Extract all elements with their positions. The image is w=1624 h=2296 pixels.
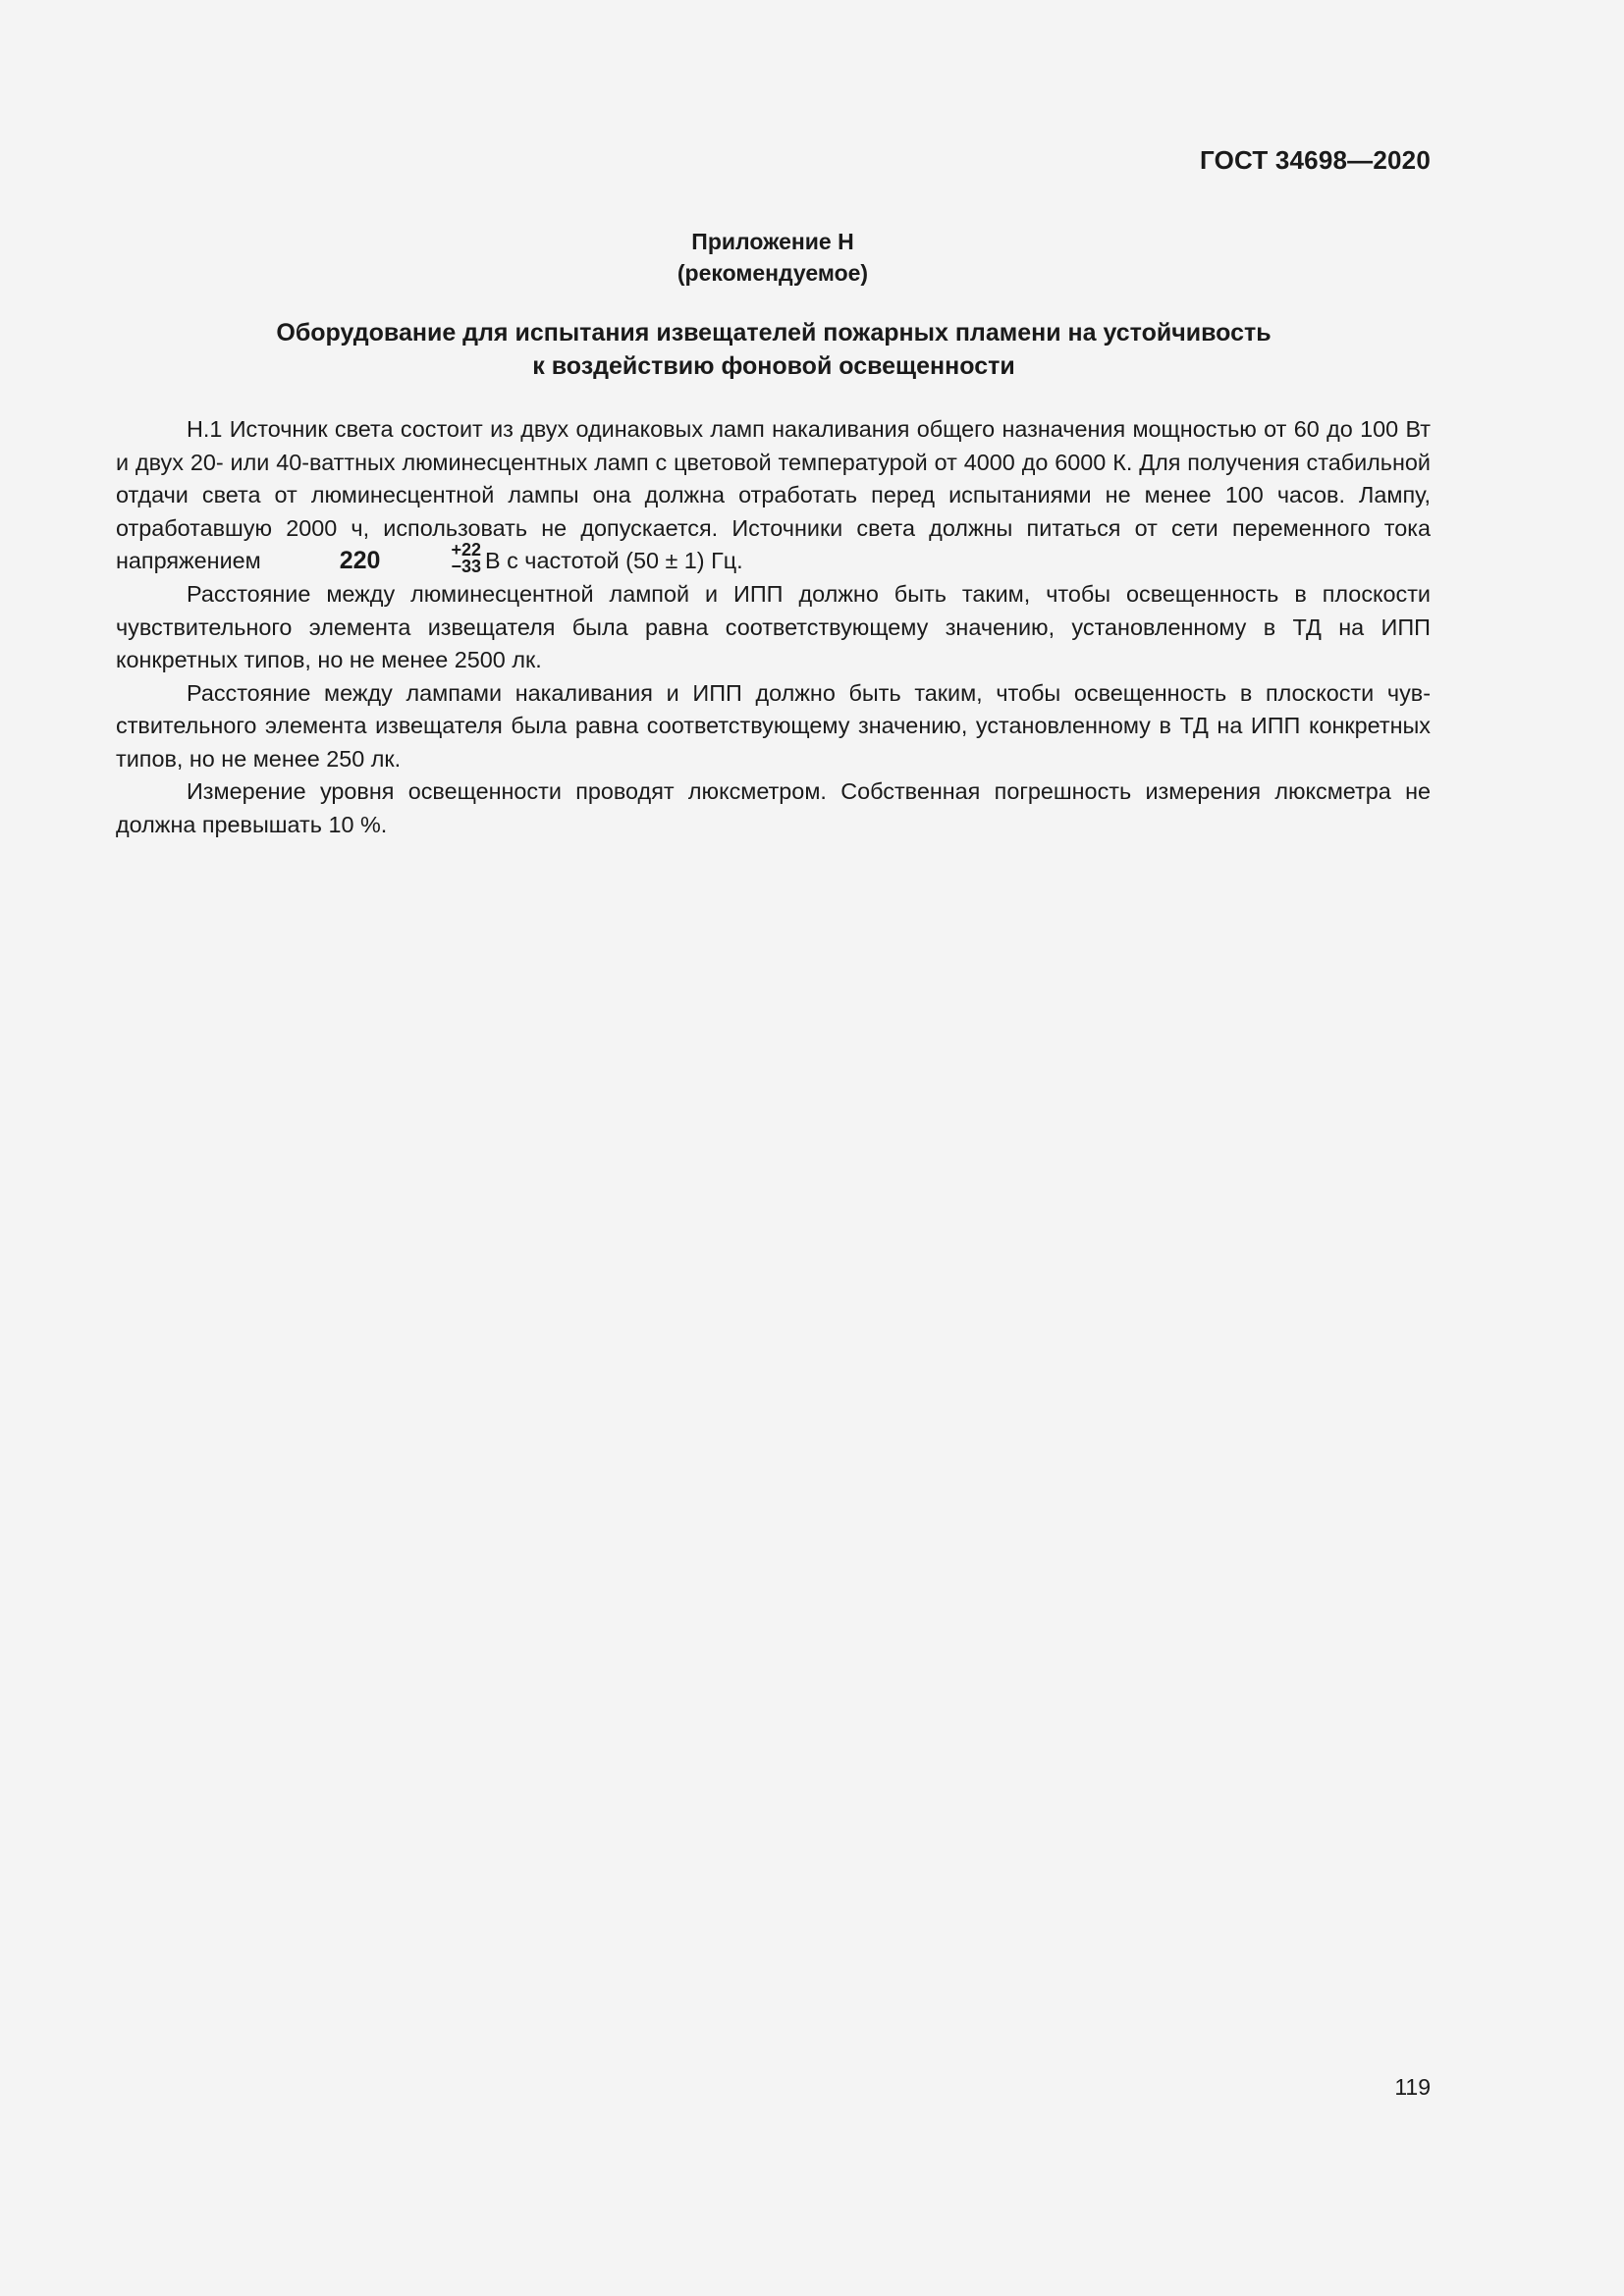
document-standard-header: ГОСТ 34698—2020 xyxy=(1200,145,1431,175)
paragraph-incandescent-distance: Расстояние между лампами накаливания и ИПП должно быть таким, чтобы освещенность в плоскости чувствительного элемента извещателя была равна соответствующему значению, установленному в ТД на ИПП конкретных типов, но не менее 250 лк. xyxy=(116,679,1431,772)
appendix-heading xyxy=(0,226,1545,289)
page-number: 119 xyxy=(1394,2074,1431,2100)
paragraph-h1-text: Н.1 Источник света состоит из двух одинаковых ламп накаливания общего назначения мощностью от 60 до 100 Вт и двух 20- или 40-ваттных люминесцентных ламп с цветовой температурой от 4000 до 6000 К. Для получения стабильной отдачи света от люминесцентной лампы она должна отработать перед испытаниями не менее 100 часов. Лампу, отработавшую 2000 ч, использовать не допускается. Источники света должны питаться от сети переменного тока напряжением xyxy=(116,416,1431,573)
voltage-tolerance-minus: −33 xyxy=(451,557,481,577)
section-title xyxy=(116,316,1432,383)
body-text xyxy=(116,413,1431,841)
paragraph-h1-text-after: В с частотой (50 ± 1) Гц. xyxy=(485,548,743,573)
section-title-line-2: к воздействию фоновой освещенности xyxy=(532,352,1015,380)
paragraph-fluorescent-distance: Расстояние между люминесцентной лампой и ИПП должно быть таким, чтобы освещенность в плоскости чувствительного элемента извещателя была равна соответствующему значению, установленному в ТД на ИПП конкретных типов, но не менее 2500 лк. xyxy=(116,581,1431,673)
voltage-tolerance xyxy=(380,542,481,575)
paragraph-luxmeter: Измерение уровня освещенности проводят люксметром. Собственная погрешность измерения люксметра не должна превышать 10 %. xyxy=(116,778,1431,837)
section-title-line-1: Оборудование для испытания извещателей пожарных пламени на устойчивость xyxy=(276,319,1272,347)
voltage-tolerance-plus: +22 xyxy=(451,540,481,561)
paragraph-h1 xyxy=(116,413,1431,578)
appendix-status: (рекомендуемое) xyxy=(677,260,869,286)
appendix-label: Приложение Н xyxy=(691,229,854,254)
voltage-value: 220 +22 −33 xyxy=(339,540,481,577)
